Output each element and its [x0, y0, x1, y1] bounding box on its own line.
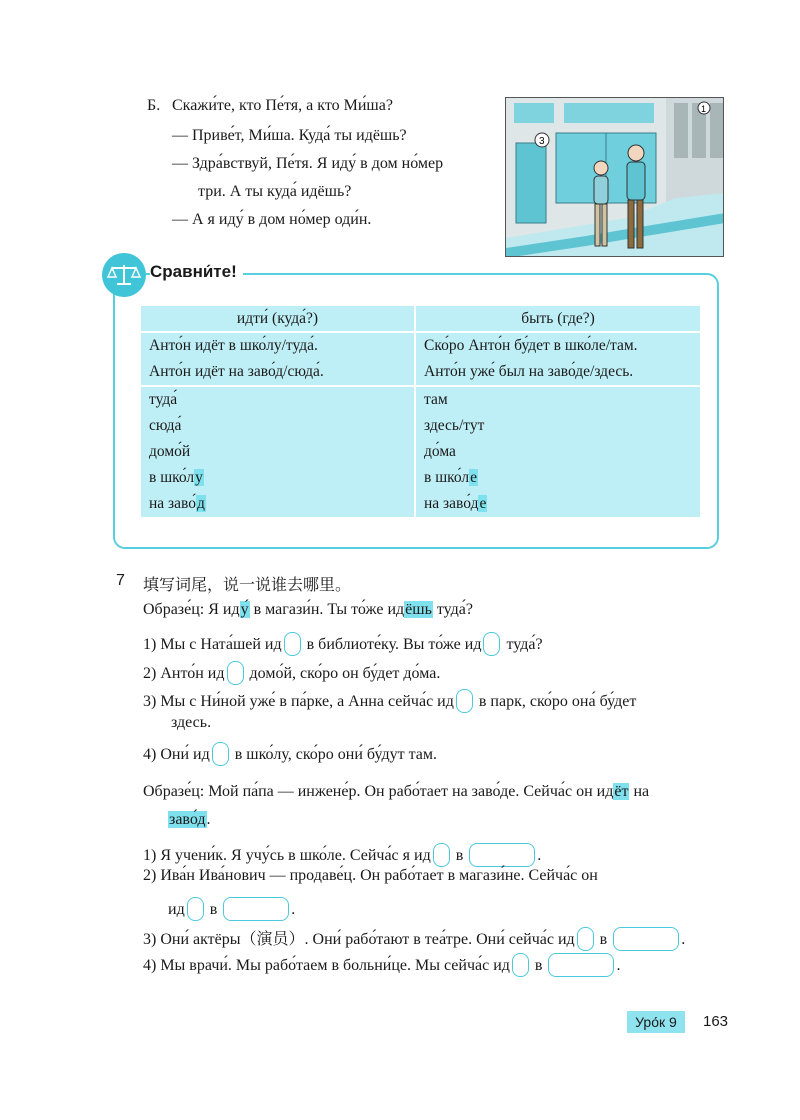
ending-blank[interactable] — [187, 897, 204, 921]
sample-1: Образе́ц: Я иду́ в магази́н. Ты то́же идёшь туда́? — [143, 601, 473, 618]
balance-icon — [102, 253, 146, 297]
table-cell: на заво́д — [141, 491, 415, 517]
street-illustration — [505, 97, 724, 257]
table-row — [141, 439, 700, 465]
ending-blank[interactable] — [212, 742, 229, 766]
dialog-line-2b: три. А ты куда́ идёшь? — [198, 183, 352, 200]
house-number-3: 3 — [539, 136, 545, 147]
table-row — [141, 413, 700, 439]
ending-blank[interactable] — [512, 953, 529, 977]
table-cell: сюда́ — [141, 413, 415, 439]
exercise-item-b2-cont: ид в . — [168, 897, 295, 921]
table-row — [141, 387, 700, 413]
compare-title: Сравни́те! — [150, 262, 243, 282]
table-cell: там — [415, 387, 700, 413]
table-row — [141, 465, 700, 491]
exercise-item-b2: 2) Ива́н Ива́нович — продаве́ц. Он рабо́тает в магази́не. Сейча́с он — [143, 867, 598, 884]
exercise-item-3-cont: здесь. — [171, 714, 212, 731]
ending-highlight: у — [195, 469, 203, 486]
table-cell: Ско́ро Анто́н бу́дет в шко́ле/там. — [415, 333, 700, 359]
exercise-item-3: 3) Мы с Ни́ной уже́ в па́рке, а Анна сейча́с ид в парк, ско́ро она́ бу́дет — [143, 689, 636, 713]
table-header-row — [141, 306, 700, 331]
dialog-line-3: — А я иду́ в дом но́мер оди́н. — [172, 211, 372, 228]
ending-highlight: е — [470, 469, 478, 486]
table-row — [141, 359, 700, 385]
exercise-item-b4: 4) Мы врачи́. Мы рабо́таем в больни́це. Мы сейча́с ид в . — [143, 953, 620, 977]
ending-blank[interactable] — [483, 632, 500, 656]
dialog-line-1: — Приве́т, Ми́ша. Куда́ ты идёшь? — [172, 127, 407, 144]
street-scene-image — [506, 98, 724, 257]
ending-blank[interactable] — [577, 927, 594, 951]
dialog-intro: Скажи́те, кто Пе́тя, а кто Ми́ша? — [172, 97, 393, 114]
header-go-where: идти́ (куда́?) — [141, 306, 415, 331]
place-blank[interactable] — [223, 897, 289, 921]
table-row — [141, 491, 700, 517]
dialog-label: Б. — [147, 97, 161, 114]
ending-blank[interactable] — [433, 843, 450, 867]
table-cell: Анто́н уже́ был на заво́де/здесь. — [415, 359, 700, 385]
table-cell: здесь/тут — [415, 413, 700, 439]
compare-badge — [102, 253, 146, 297]
table-cell: до́ма — [415, 439, 700, 465]
place-blank[interactable] — [613, 927, 679, 951]
exercise-item-1: 1) Мы с Ната́шей ид в библиоте́ку. Вы то́же ид туда́? — [143, 632, 543, 656]
dialog-line-2a: — Здра́вствуй, Пе́тя. Я иду́ в дом но́мер — [172, 155, 444, 172]
exercise-number: 7 — [116, 572, 125, 589]
ending-highlight: д — [197, 495, 205, 512]
ending-blank[interactable] — [456, 689, 473, 713]
exercise-item-b1: 1) Я учени́к. Я учу́сь в шко́ле. Сейча́с я ид в . — [143, 843, 541, 867]
table-cell: Анто́н идёт на заво́д/сюда́. — [141, 359, 415, 385]
table-cell: в шко́ле — [415, 465, 700, 491]
ending-highlight: е — [479, 495, 487, 512]
compare-table — [141, 306, 700, 517]
sample-2-cont: заво́д. — [169, 811, 211, 828]
lesson-badge: Уро́к 9 — [627, 1011, 685, 1033]
table-cell: Анто́н идёт в шко́лу/туда́. — [141, 333, 415, 359]
ending-blank[interactable] — [227, 661, 244, 685]
ending-blank[interactable] — [284, 632, 301, 656]
table-cell: домо́й — [141, 439, 415, 465]
place-blank[interactable] — [548, 953, 614, 977]
sample-2: Образе́ц: Мой па́па — инжене́р. Он рабо́тает на заво́де. Сейча́с он идёт на — [143, 783, 650, 800]
table-cell: в шко́лу — [141, 465, 415, 491]
page-number: 163 — [703, 1013, 729, 1030]
exercise-item-4: 4) Они́ ид в шко́лу, ско́ро они́ бу́дут там. — [143, 742, 437, 766]
exercise-instruction: 填写词尾，说一说谁去哪里。 — [143, 577, 352, 594]
place-blank[interactable] — [469, 843, 535, 867]
exercise-item-2: 2) Анто́н ид домо́й, ско́ро он бу́дет до́ма. — [143, 661, 440, 685]
header-be-where: быть (где?) — [415, 306, 700, 331]
table-cell: туда́ — [141, 387, 415, 413]
house-number-1: 1 — [701, 104, 707, 114]
exercise-item-b3: 3) Они́ актёры（演员）. Они́ рабо́тают в теа́тре. Они́ сейча́с ид в . — [143, 926, 685, 951]
table-row — [141, 333, 700, 359]
table-cell: на заво́де — [415, 491, 700, 517]
